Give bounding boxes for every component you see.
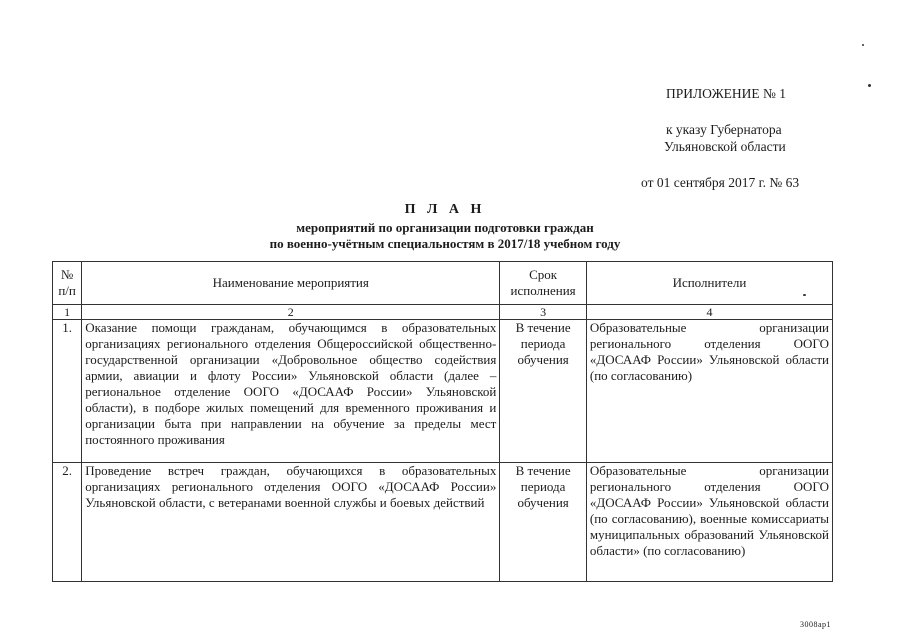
plan-table [52,261,833,582]
column-number: 1 [53,305,82,320]
column-number: 2 [82,305,500,320]
document-subtitle-line2: по военно-учётным специальностям в 2017/18 учебном году [269,236,621,251]
row-number: 1. [53,320,82,463]
column-number: 3 [500,305,587,320]
row-activity: Проведение встреч граждан, обучающихся в образовательных организациях регионального отделения ООГО «ДОСААФ России» Ульяновской области, с ветеранами военной службы и боевых действий [82,463,500,582]
col-header-number: № п/п [53,262,82,305]
row-term: В течение периода обучения [500,320,587,463]
row-executors: Образовательные организации регионального отделения ООГО «ДОСААФ России» Ульяновской области (по согласованию) [586,320,832,463]
row-term: В течение периода обучения [500,463,587,582]
column-number-row [53,305,833,320]
column-number: 4 [586,305,832,320]
col-header-executors: Исполнители [586,262,832,305]
col-header-name: Наименование мероприятия [82,262,500,305]
scan-speck [803,294,806,296]
table-row [53,463,833,582]
row-executors: Образовательные организации регионального отделения ООГО «ДОСААФ России» Ульяновской области (по согласованию), военные комиссариаты муниципальных образований Ульяновской области» (по согласованию) [586,463,832,582]
appendix-label: ПРИЛОЖЕНИЕ № 1 [666,86,787,101]
decree-reference-line1: к указу Губернатора [666,122,782,137]
table-header-row [53,262,833,305]
document-code: 3008ар1 [800,620,832,629]
row-number: 2. [53,463,82,582]
document-subtitle-line1: мероприятий по организации подготовки граждан [296,220,594,235]
row-activity: Оказание помощи гражданам, обучающимся в образовательных организациях регионального отделения Общероссийской общественно-государственной организации «Добровольное общество содействия армии, авиации и флоту России» Ульяновской области (далее – региональное отделение ООГО «ДОСААФ России» Ульяновской области), в подборе жилых помещений для временного проживания и организации быта при направлении на обучение за пределы мест постоянного проживания [82,320,500,463]
decree-reference-line2: Ульяновской области [664,139,786,154]
col-header-term: Срок исполнения [500,262,587,305]
table-row [53,320,833,463]
document-title: П Л А Н [404,202,486,217]
scan-speck [868,84,871,87]
scan-speck [862,44,864,46]
decree-date: от 01 сентября 2017 г. № 63 [641,175,800,190]
